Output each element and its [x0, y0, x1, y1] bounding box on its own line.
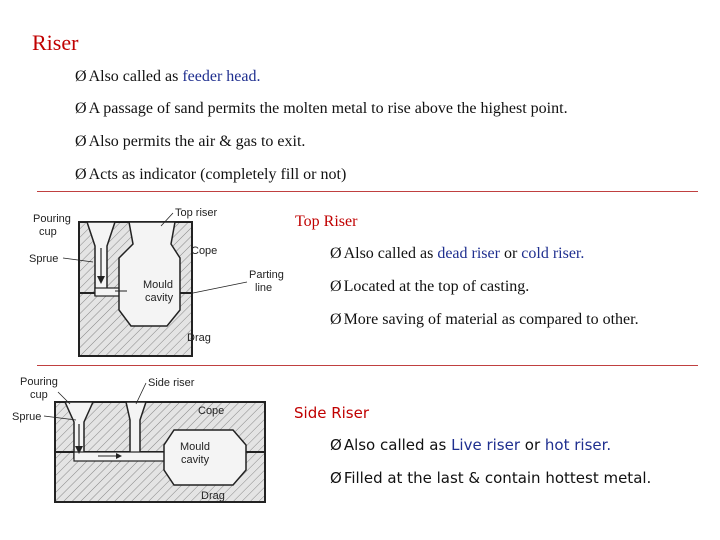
side-riser-bullet-1	[330, 436, 611, 454]
bullet-text-segment: Acts as indicator (completely fill or not)	[88, 166, 347, 183]
bullet-arrow-icon: Ø	[75, 133, 87, 150]
bullet-arrow-icon: Ø	[75, 68, 87, 85]
bullet-text-segment: feeder head.	[182, 68, 261, 85]
side-riser-heading: Side Riser	[294, 404, 370, 422]
label-sprue: Sprue	[29, 253, 59, 265]
label-pouring-cup-1: Pouring	[33, 213, 71, 225]
bullet-arrow-icon: Ø	[330, 436, 342, 454]
intro-bullet-2	[75, 100, 568, 118]
bullet-text-segment: Live riser	[451, 436, 521, 454]
bullet-text-segment: or	[499, 245, 522, 262]
label-top-riser: Top riser	[175, 207, 218, 219]
bullet-text-segment: More saving of material as compared to other.	[343, 311, 639, 328]
bullet-text-segment: hot riser.	[544, 436, 612, 454]
bullet-arrow-icon: Ø	[330, 278, 342, 295]
label-cope: Cope	[198, 405, 225, 417]
top-riser-bullet-2	[330, 278, 529, 296]
top-riser-diagram	[15, 200, 284, 360]
label-pouring-cup-1: Pouring	[20, 376, 58, 388]
bullet-text-segment: Also called as	[343, 436, 452, 454]
intro-bullet-1	[75, 68, 260, 86]
label-drag: Drag	[187, 332, 211, 344]
label-mould-cavity-2: cavity	[181, 454, 210, 466]
bullet-arrow-icon: Ø	[330, 311, 342, 328]
top-riser-heading: Top Riser	[295, 213, 358, 230]
runner	[74, 452, 174, 461]
divider-top	[37, 191, 698, 192]
bullet-text-segment: Located at the top of casting.	[343, 278, 530, 295]
side-riser-diagram	[8, 370, 283, 510]
label-parting-line-1: Parting	[249, 269, 284, 281]
divider-bottom	[37, 365, 698, 366]
label-mould-cavity-2: cavity	[145, 292, 174, 304]
label-sprue: Sprue	[12, 411, 42, 423]
intro-bullet-3	[75, 133, 305, 151]
label-parting-line-2: line	[255, 282, 273, 294]
bullet-arrow-icon: Ø	[330, 469, 342, 487]
top-riser-bullet-3	[330, 311, 639, 329]
slide-title: Riser	[32, 30, 79, 55]
label-mould-cavity-1: Mould	[143, 279, 173, 291]
intro-bullet-4	[75, 166, 346, 184]
label-pouring-cup-2: cup	[30, 389, 48, 401]
bullet-arrow-icon: Ø	[75, 166, 87, 183]
bullet-text-segment: cold riser.	[521, 245, 585, 262]
label-mould-cavity-1: Mould	[180, 441, 210, 453]
side-riser-bullet-2	[330, 469, 651, 487]
bullet-arrow-icon: Ø	[330, 245, 342, 262]
bullet-text-segment: Filled at the last & contain hottest metal.	[343, 469, 652, 487]
top-riser-bullet-1	[330, 245, 584, 263]
bullet-text-segment: Also permits the air & gas to exit.	[88, 133, 306, 150]
label-cope: Cope	[191, 245, 218, 257]
label-pouring-cup-2: cup	[39, 226, 57, 238]
label-side-riser: Side riser	[148, 377, 195, 389]
bullet-text-segment: A passage of sand permits the molten metal to rise above the highest point.	[88, 100, 568, 117]
bullet-text-segment: Also called as	[343, 245, 438, 262]
bullet-text-segment: Also called as	[88, 68, 183, 85]
bullet-text-segment: dead riser	[437, 245, 500, 262]
bullet-arrow-icon: Ø	[75, 100, 87, 117]
label-drag: Drag	[201, 490, 225, 502]
bullet-text-segment: or	[520, 436, 545, 454]
